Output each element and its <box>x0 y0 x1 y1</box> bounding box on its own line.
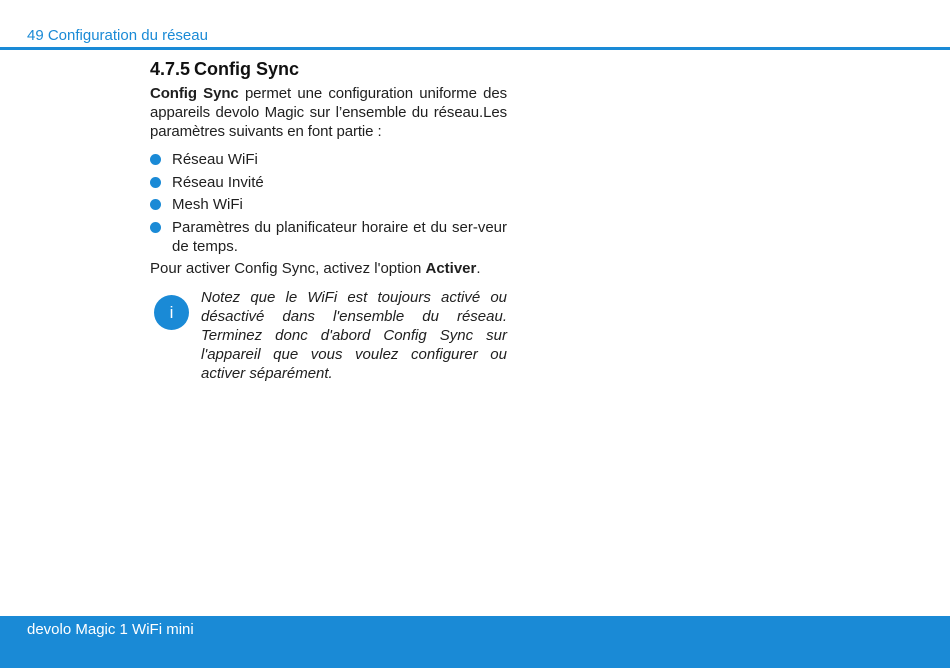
activate-suffix: . <box>476 260 481 277</box>
list-item-label: Réseau Invité <box>172 173 264 191</box>
intro-bold-term: Config Sync <box>150 85 239 102</box>
page-footer <box>0 616 950 668</box>
list-item <box>150 150 507 169</box>
section-heading <box>150 58 507 80</box>
section-title: Config Sync <box>194 59 300 79</box>
list-item-label: Réseau WiFi <box>172 151 258 168</box>
list-item <box>150 218 507 256</box>
activate-instruction <box>150 259 507 278</box>
info-icon: i <box>154 295 189 330</box>
list-item <box>150 195 507 214</box>
header-divider <box>0 47 950 50</box>
bullet-icon <box>150 199 161 210</box>
activate-text: Pour activer Config Sync, activez l'option <box>150 260 426 277</box>
list-item <box>150 173 507 192</box>
section-number: 4.7.5 <box>150 59 191 79</box>
activate-option: Activer <box>425 260 477 277</box>
settings-list <box>150 150 507 256</box>
list-item-label: Mesh WiFi <box>172 196 243 213</box>
bullet-icon <box>150 177 161 188</box>
info-note <box>150 288 507 388</box>
intro-text: permet une configuration uniforme des appareils devolo Magic sur l’ensemble du réseau.Les paramètres suivants en font partie : <box>150 85 507 140</box>
info-note-text: Notez que le WiFi est toujours activé ou désactivé dans l'ensemble du réseau. Terminez donc d'abord Config Sync sur l'appareil que vous voulez configurer ou activer séparément. <box>201 289 507 382</box>
page-header <box>0 0 950 50</box>
bullet-icon <box>150 154 161 165</box>
bullet-icon <box>150 222 161 233</box>
footer-product-name: devolo Magic 1 WiFi mini <box>27 621 194 638</box>
main-content <box>150 58 507 388</box>
list-item-label: Paramètres du planificateur horaire et du ser-veur de temps. <box>172 218 507 255</box>
page-header-label: 49 Configuration du réseau <box>27 27 208 44</box>
intro-paragraph <box>150 84 507 141</box>
